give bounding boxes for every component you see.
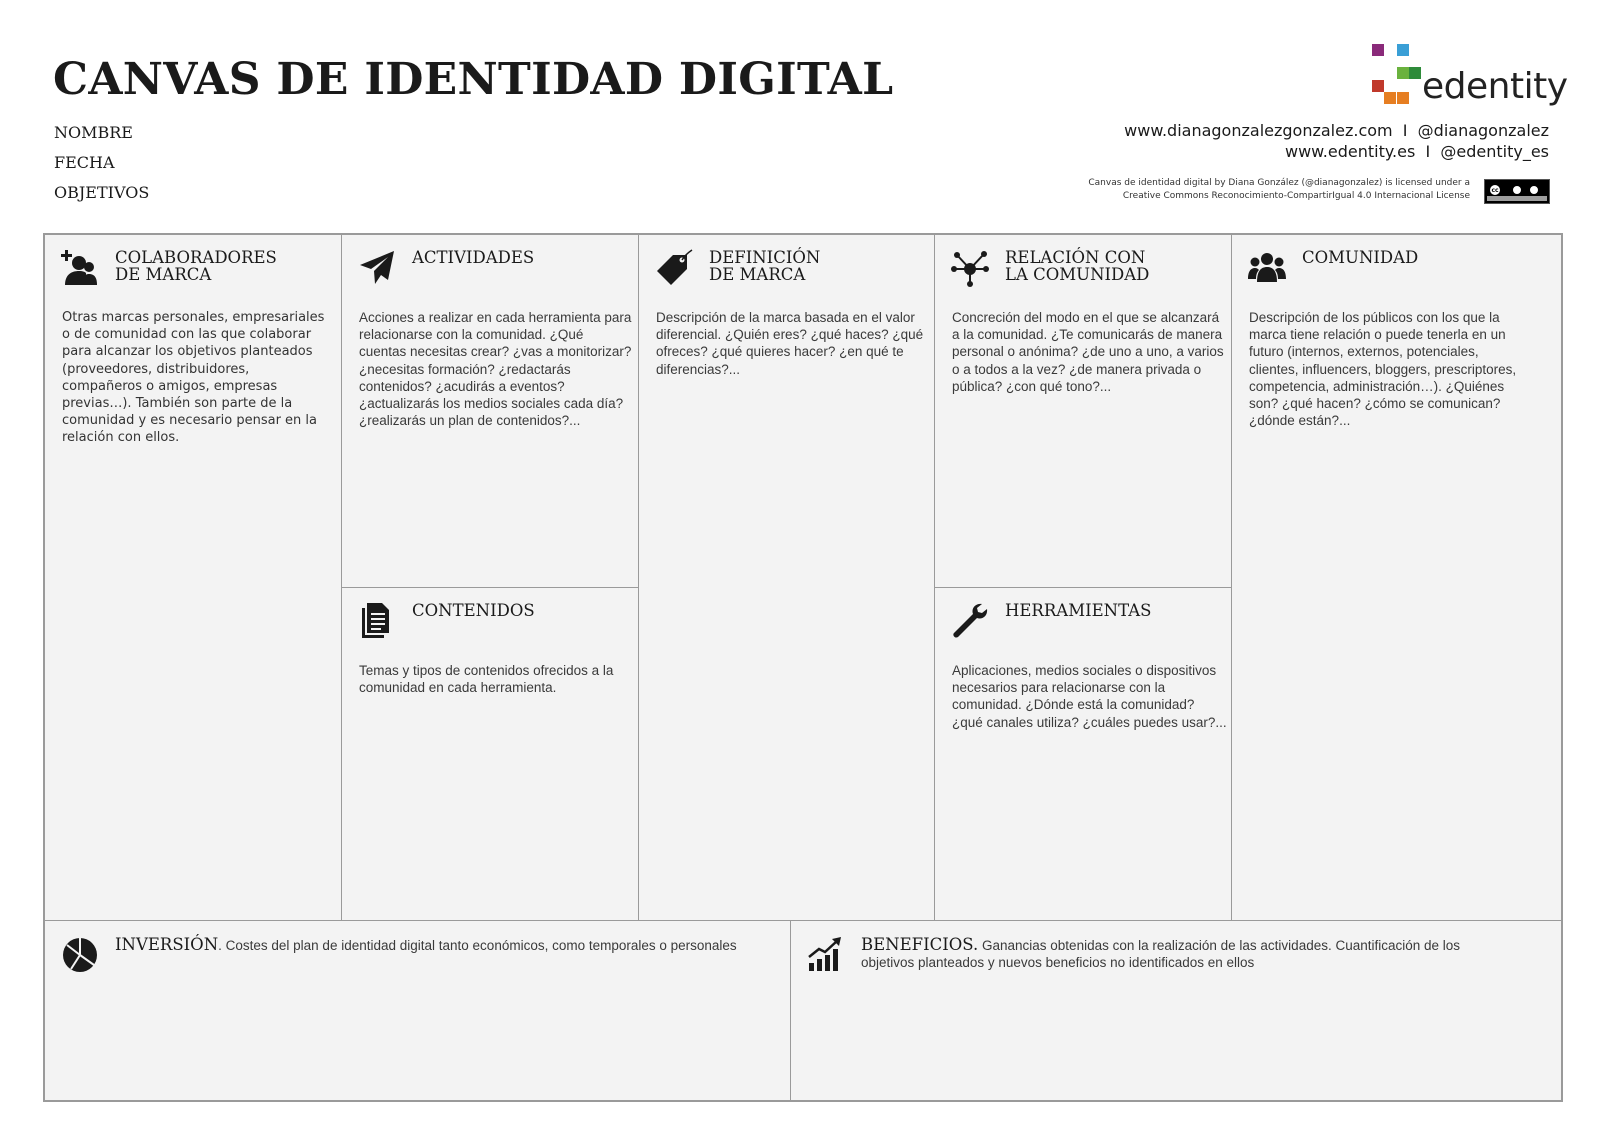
wrench-icon [951, 602, 989, 640]
block-title [1005, 249, 1149, 283]
logo-square-darkgreen [1409, 67, 1421, 79]
cc-by-sa-badge[interactable] [1484, 179, 1550, 204]
logo-square-green [1397, 67, 1409, 79]
block-inversion[interactable] [45, 921, 790, 1100]
block-title-line: COMUNIDAD [1302, 248, 1419, 267]
brand-name: edentity [1422, 66, 1568, 107]
block-title [1005, 602, 1151, 619]
tag-icon [655, 249, 693, 287]
block-title-line: DE MARCA [709, 265, 806, 284]
block-text [115, 936, 750, 954]
document-icon [358, 602, 396, 640]
block-title-line: ACTIVIDADES [412, 248, 535, 267]
block-title [412, 249, 534, 266]
block-title [412, 602, 535, 619]
contact-line-1[interactable]: www.dianagonzalezgonzalez.com I @dianagonzalez [1124, 121, 1549, 140]
logo-square-red [1372, 80, 1384, 92]
block-contenidos[interactable] [342, 588, 638, 920]
logo-square-blue [1397, 44, 1409, 56]
logo-square-purple [1372, 44, 1384, 56]
block-title-line: CONTENIDOS [412, 601, 535, 620]
block-title [709, 249, 820, 283]
add-user-icon [61, 249, 99, 287]
license-line-2: Creative Commons Reconocimiento-CompartirIgual 4.0 Internacional License [1122, 191, 1470, 201]
block-title: BENEFICIOS. [861, 935, 979, 954]
block-description: . Costes del plan de identidad digital tanto económicos, como temporales o personales [218, 938, 737, 953]
field-fecha: FECHA [54, 153, 115, 172]
block-description: Aplicaciones, medios sociales o dispositivos necesarios para relacionarse con la comunidad. ¿Dónde está la comunidad? ¿qué canales utiliza? ¿cuáles puedes usar?... [952, 663, 1227, 730]
block-colaboradores[interactable] [45, 235, 341, 920]
block-description: Concreción del modo en el que se alcanzará a la comunidad. ¿Te comunicarás de manera personal o anónima? ¿de uno a uno, a varios o a todos a la vez? ¿de manera privada o pública? ¿con qué tono?... [952, 310, 1224, 394]
block-description: Otras marcas personales, empresariales o de comunidad con las que colaborar para alcanzar los objetivos planteados (proveedores, distribuidores, compañeros o amigos, empresas previas…). También son parte de la comunidad y es necesario pensar en la relación con ellos. [62, 310, 325, 446]
logo-square-orange2 [1397, 92, 1409, 104]
edentity-logo [1372, 44, 1568, 114]
license-text [1088, 177, 1470, 203]
pie-chart-icon [61, 935, 99, 973]
license-line-1: Canvas de identidad digital by Diana González (@dianagonzalez) is licensed under a [1088, 178, 1470, 188]
field-nombre: NOMBRE [54, 123, 133, 142]
logo-square-orange [1384, 92, 1396, 104]
block-title-line: HERRAMIENTAS [1005, 601, 1152, 620]
contact-line-2[interactable]: www.edentity.es I @edentity_es [1285, 142, 1549, 161]
block-description: Temas y tipos de contenidos ofrecidos a la comunidad en cada herramienta. [359, 663, 614, 696]
paper-plane-icon [358, 249, 396, 287]
cc-icon: cc [1488, 183, 1502, 197]
contact-info [1124, 120, 1549, 162]
block-text [861, 936, 1471, 971]
block-comunidad[interactable] [1232, 235, 1561, 920]
block-description: Acciones a realizar en cada herramienta para relacionarse con la comunidad. ¿Qué cuentas necesitas crear? ¿vas a monitorizar? ¿necesitas formación? ¿redactarás contenidos? ¿acudirás a eventos? ¿actualizarás los medios sociales cada día? ¿realizarás un plan de contenidos?... [359, 310, 632, 429]
block-title-line: COLABORADORES [115, 248, 277, 267]
block-description: Descripción de los públicos con los que la marca tiene relación o puede tenerla en un futuro (internos, externos, potenciales, clientes, influencers, bloggers, prescriptores, competencia, administración…). ¿Quiénes son? ¿qué hacen? ¿cómo se comunican? ¿dónde están?... [1249, 310, 1517, 429]
block-beneficios[interactable] [791, 921, 1561, 1100]
canvas-grid [43, 233, 1563, 1102]
block-title-line: DEFINICIÓN [709, 248, 821, 267]
block-actividades[interactable] [342, 235, 638, 587]
block-title [115, 249, 277, 283]
block-relacion[interactable] [935, 235, 1231, 587]
block-description: Ganancias obtenidas con la realización de las actividades. Cuantificación de los objetivos planteados y nuevos beneficios no identificados en ellos [861, 938, 1461, 970]
block-herramientas[interactable] [935, 588, 1231, 920]
block-definicion[interactable] [639, 235, 934, 920]
header-fields [54, 124, 149, 214]
block-title-line: LA COMUNIDAD [1005, 265, 1150, 284]
by-icon [1511, 184, 1523, 196]
block-title: INVERSIÓN [115, 935, 219, 954]
field-objetivos: OBJETIVOS [54, 183, 150, 202]
growth-chart-icon [807, 935, 845, 973]
block-title-line: DE MARCA [115, 265, 212, 284]
cc-badge-bar [1487, 196, 1547, 201]
page-title: CANVAS DE IDENTIDAD DIGITAL [53, 54, 894, 105]
block-description: Descripción de la marca basada en el valor diferencial. ¿Quién eres? ¿qué haces? ¿qué ofreces? ¿qué quieres hacer? ¿en qué te diferencias?... [656, 310, 924, 377]
network-icon [951, 249, 989, 287]
block-title [1302, 249, 1418, 266]
sa-icon [1528, 184, 1540, 196]
block-title-line: RELACIÓN CON [1005, 248, 1146, 267]
group-icon [1248, 249, 1286, 287]
